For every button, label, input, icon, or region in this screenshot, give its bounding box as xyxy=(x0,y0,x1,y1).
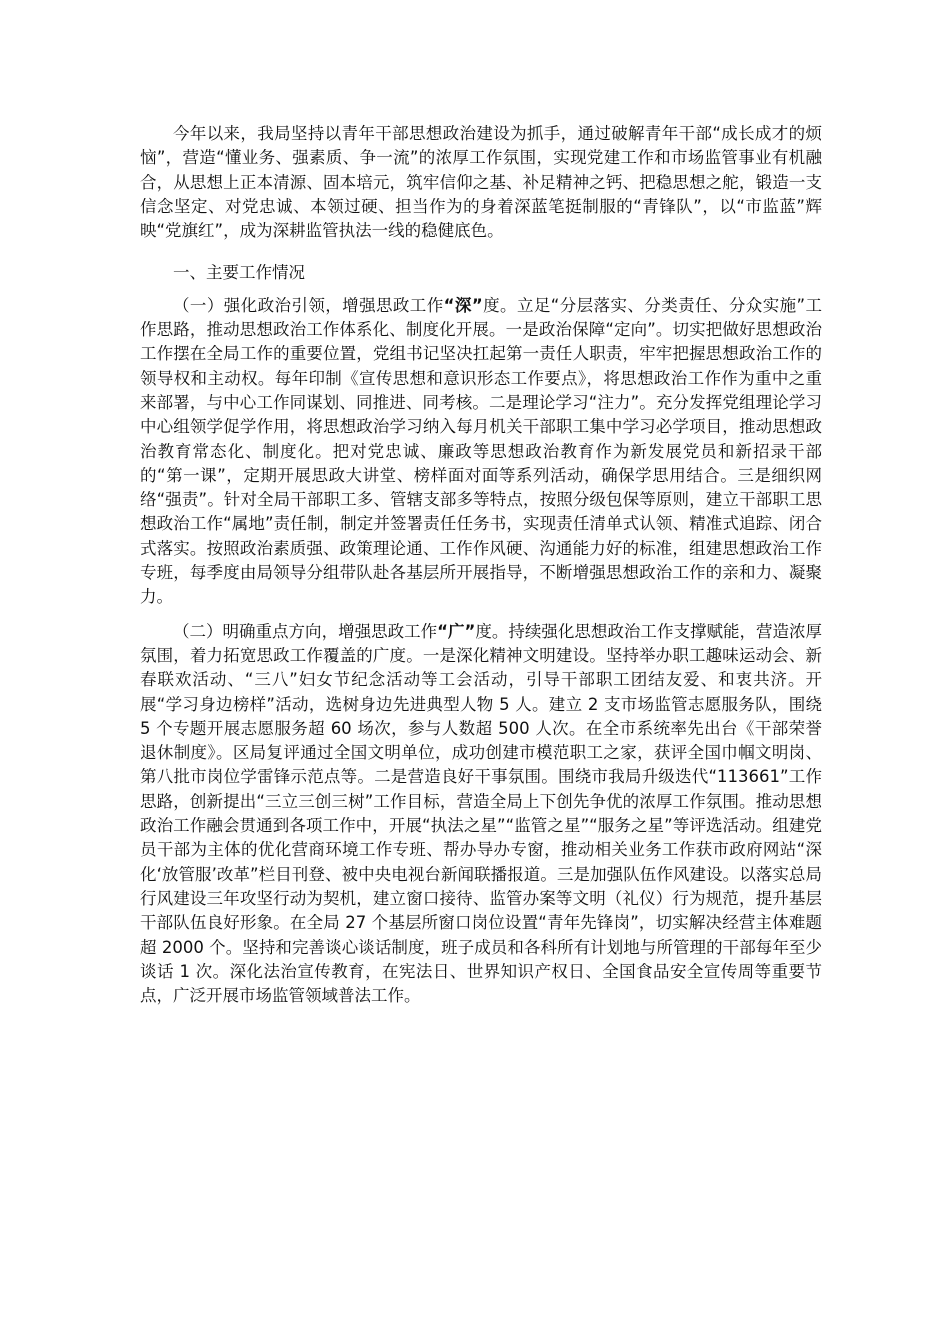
part-two-heading-prefix: （二）明确重点方向，增强思政工作 xyxy=(173,621,438,641)
part-one-paragraph xyxy=(140,294,822,610)
part-one-heading-keyword: “深” xyxy=(443,295,483,315)
part-two-heading-keyword: “广” xyxy=(437,621,476,641)
part-one-body: 立足“分层落实、分类责任、分众实施”工作思路，推动思想政治工作体系化、制度化开展。一是政治保障“定向”。切实把做好思想政治工作摆在全局工作的重要位置，党组书记坚决扛起第一责任人职责，牢牢把握思想政治工作的领导权和主动权。每年印制《宣传思想和意识形态工作要点》，将思想政治工作作为重中之重来部署，与中心工作同谋划、同推进、同考核。二是理论学习“注力”。充分发挥党组理论学习中心组领学促学作用，将思想政治学习纳入每月机关干部职工集中学习必学项目，推动思想政治教育常态化、制度化。把对党忠诚、廉政等思想政治教育作为新发展党员和新招录干部的“第一课”，定期开展思政大讲堂、榜样面对面等系列活动，确保学思用结合。三是细织网络“强责”。针对全局干部职工多、管辖支部多等特点，按照分级包保等原则，建立干部职工思想政治工作“属地”责任制，制定并签署责任任务书，实现责任清单式认领、精准式追踪、闭合式落实。按照政治素质强、政策理论通、工作作风硬、沟通能力好的标准，组建思想政治工作专班，每季度由局领导分组带队赴各基层所开展指导，不断增强思想政治工作的亲和力、凝聚力。 xyxy=(140,295,823,607)
part-two-heading-suffix: 度。 xyxy=(475,621,509,641)
part-two-paragraph xyxy=(140,620,822,1009)
part-two-body: 持续强化思想政治工作支撑赋能，营造浓厚氛围，着力拓宽思政工作覆盖的广度。一是深化精神文明建设。坚持举办职工趣味运动会、新春联欢活动、“三八”妇女节纪念活动等工会活动，引导干部职工团结友爱、和衷共济。开展“学习身边榜样”活动，选树身边先进典型人物 5 人。建立 2 支市场监管志愿服务队，围绕 5 个专题开展志愿服务超 60 场次，参与人数超 500 人次。在全市系统率先出台《干部荣誉退休制度》。区局复评通过全国文明单位，成功创建市模范职工之家，获评全国巾帼文明岗、第八批市岗位学雷锋示范点等。二是营造良好干事氛围。围绕市我局升级迭代“113661”工作思路，创新提出“三立三创三树”工作目标，营造全局上下创先争优的浓厚工作氛围。推动思想政治工作融会贯通到各项工作中，开展“执法之星”“监管之星”“服务之星”等评选活动。组建党员干部为主体的优化营商环境工作专班、帮办导办专窗，推动相关业务工作获市政府网站“深化‘放管服’改革”栏目刊登、被中央电视台新闻联播报道。三是加强队伍作风建设。以落实总局行风建设三年攻坚行动为契机，建立窗口接待、监管办案等文明（礼仪）行为规范，提升基层干部队伍良好形象。在全局 27 个基层所窗口岗位设置“青年先锋岗”，切实解决经营主体难题超 2000 个。坚持和完善谈心谈话制度，班子成员和各科所有计划地与所管理的干部每年至少谈话 1 次。深化法治宣传教育，在宪法日、世界知识产权日、全国食品安全宣传周等重要节点，广泛开展市场监管领域普法工作。 xyxy=(140,621,823,1006)
part-one-heading-suffix: 度。 xyxy=(482,295,517,315)
document-body xyxy=(140,122,822,1008)
section-heading: 一、主要工作情况 xyxy=(173,263,305,283)
part-one-heading-prefix: （一）强化政治引领，增强思政工作 xyxy=(173,295,444,315)
intro-paragraph: 今年以来，我局坚持以青年干部思想政治建设为抓手，通过破解青年干部“成长成才的烦恼”，营造“懂业务、强素质、争一流”的浓厚工作氛围，实现党建工作和市场监管事业有机融合，从思想上正本清源、固本培元，筑牢信仰之基、补足精神之钙、把稳思想之舵，锻造一支信念坚定、对党忠诚、本领过硬、担当作为的身着深蓝笔挺制服的“青锋队”，以“市监蓝”辉映“党旗红”，成为深耕监管执法一线的稳健底色。 xyxy=(140,124,822,241)
